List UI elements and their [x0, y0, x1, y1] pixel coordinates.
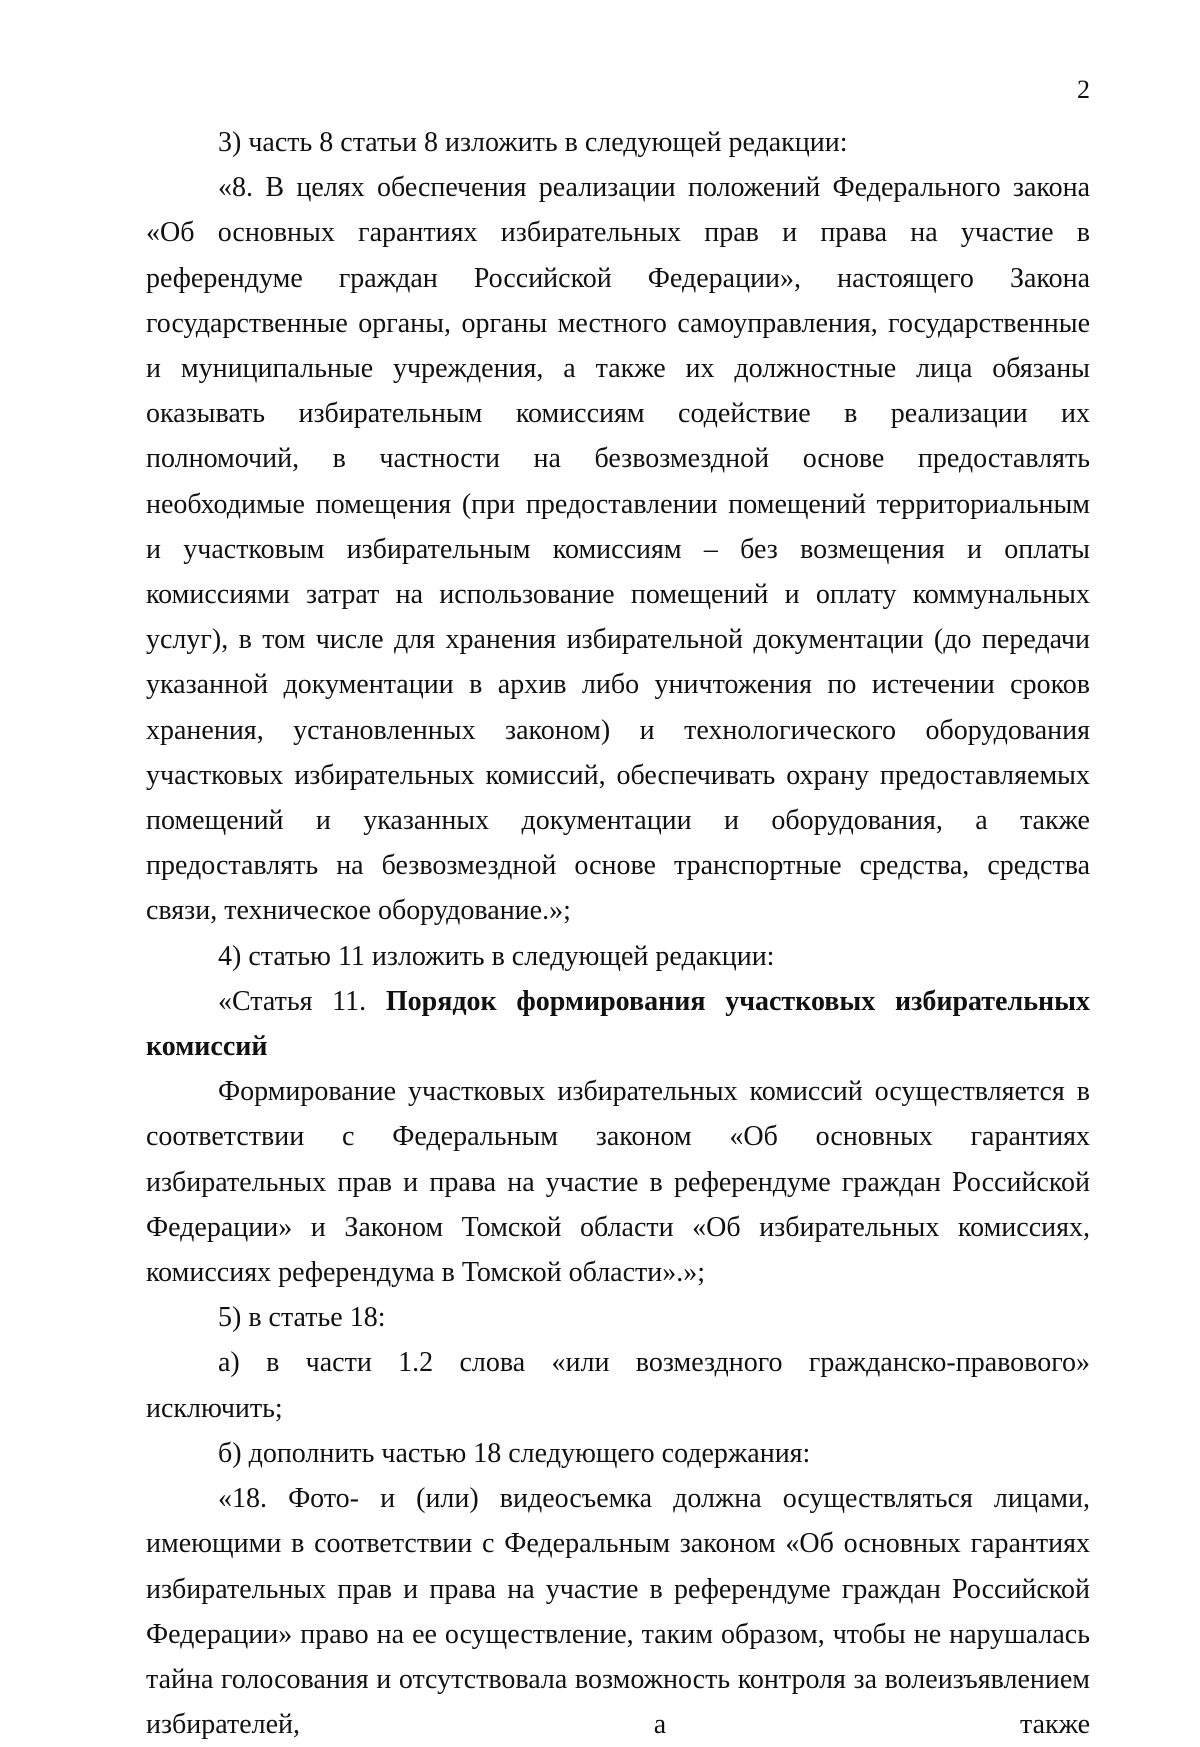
paragraph-item-5: 5) в статье 18:: [218, 1302, 386, 1334]
article-11-title: Порядок формирования участковых избирательных комиссий: [146, 985, 1090, 1063]
paragraph-subitem-a: а) в части 1.2 слова «или возмездного гражданско-правового» исключить;: [146, 1347, 1090, 1424]
paragraph-part-18-text: «18. Фото- и (или) видеосъемка должна осуществляться лицами, имеющими в соответствии с Федеральным законом «Об основных гарантиях избирательных прав и права на участие в референдуме граждан Российской Федерации» право на ее осуществление, таким образом, чтобы не нарушалась тайна голосования и отсутствовала возможность контроля за волеизъявлением избирателей, а также: [146, 1483, 1090, 1741]
paragraph-item-4: 4) статью 11 изложить в следующей редакции:: [218, 940, 775, 972]
paragraph-item-3: 3) часть 8 статьи 8 изложить в следующей редакции:: [218, 127, 848, 158]
page-number: 2: [1077, 75, 1090, 104]
article-11-prefix: «Статья 11.: [218, 985, 386, 1017]
document-body: [146, 120, 1090, 1747]
article-11-heading: [146, 979, 1090, 1069]
paragraph-article-11-text: Формирование участковых избирательных комиссий осуществляется в соответствии с Федеральным законом «Об основных гарантиях избирательных прав и права на участие в референдуме граждан Российской Федерации» и Законом Томской области «Об избирательных комиссиях, комиссиях референдума в Томской области».»;: [146, 1076, 1090, 1289]
paragraph-subitem-b: б) дополнить частью 18 следующего содержания:: [218, 1437, 811, 1469]
paragraph-article-8-text: «8. В целях обеспечения реализации положений Федерального закона «Об основных гарантиях избирательных прав и права на участие в референдуме граждан Российской Федерации», настоящего Закона государственные органы, органы местного самоуправления, государственные и муниципальные учреждения, а также их должностные лица обязаны оказывать избирательным комиссиям содействие в реализации их полномочий, в частности на безвозмездной основе предоставлять необходимые помещения (при предоставлении помещений территориальным и участковым избирательным комиссиям – без возмещения и оплаты комиссиями затрат на использование помещений и оплату коммунальных услуг), в том числе для хранения избирательной документации (до передачи указанной документации в архив либо уничтожения по истечении сроков хранения, установленных законом) и технологического оборудования участковых избирательных комиссий, обеспечивать охрану предоставляемых помещений и указанных документации и оборудования, а также предоставлять на безвозмездной основе транспортные средства, средства связи, техническое оборудование.»;: [146, 172, 1090, 927]
